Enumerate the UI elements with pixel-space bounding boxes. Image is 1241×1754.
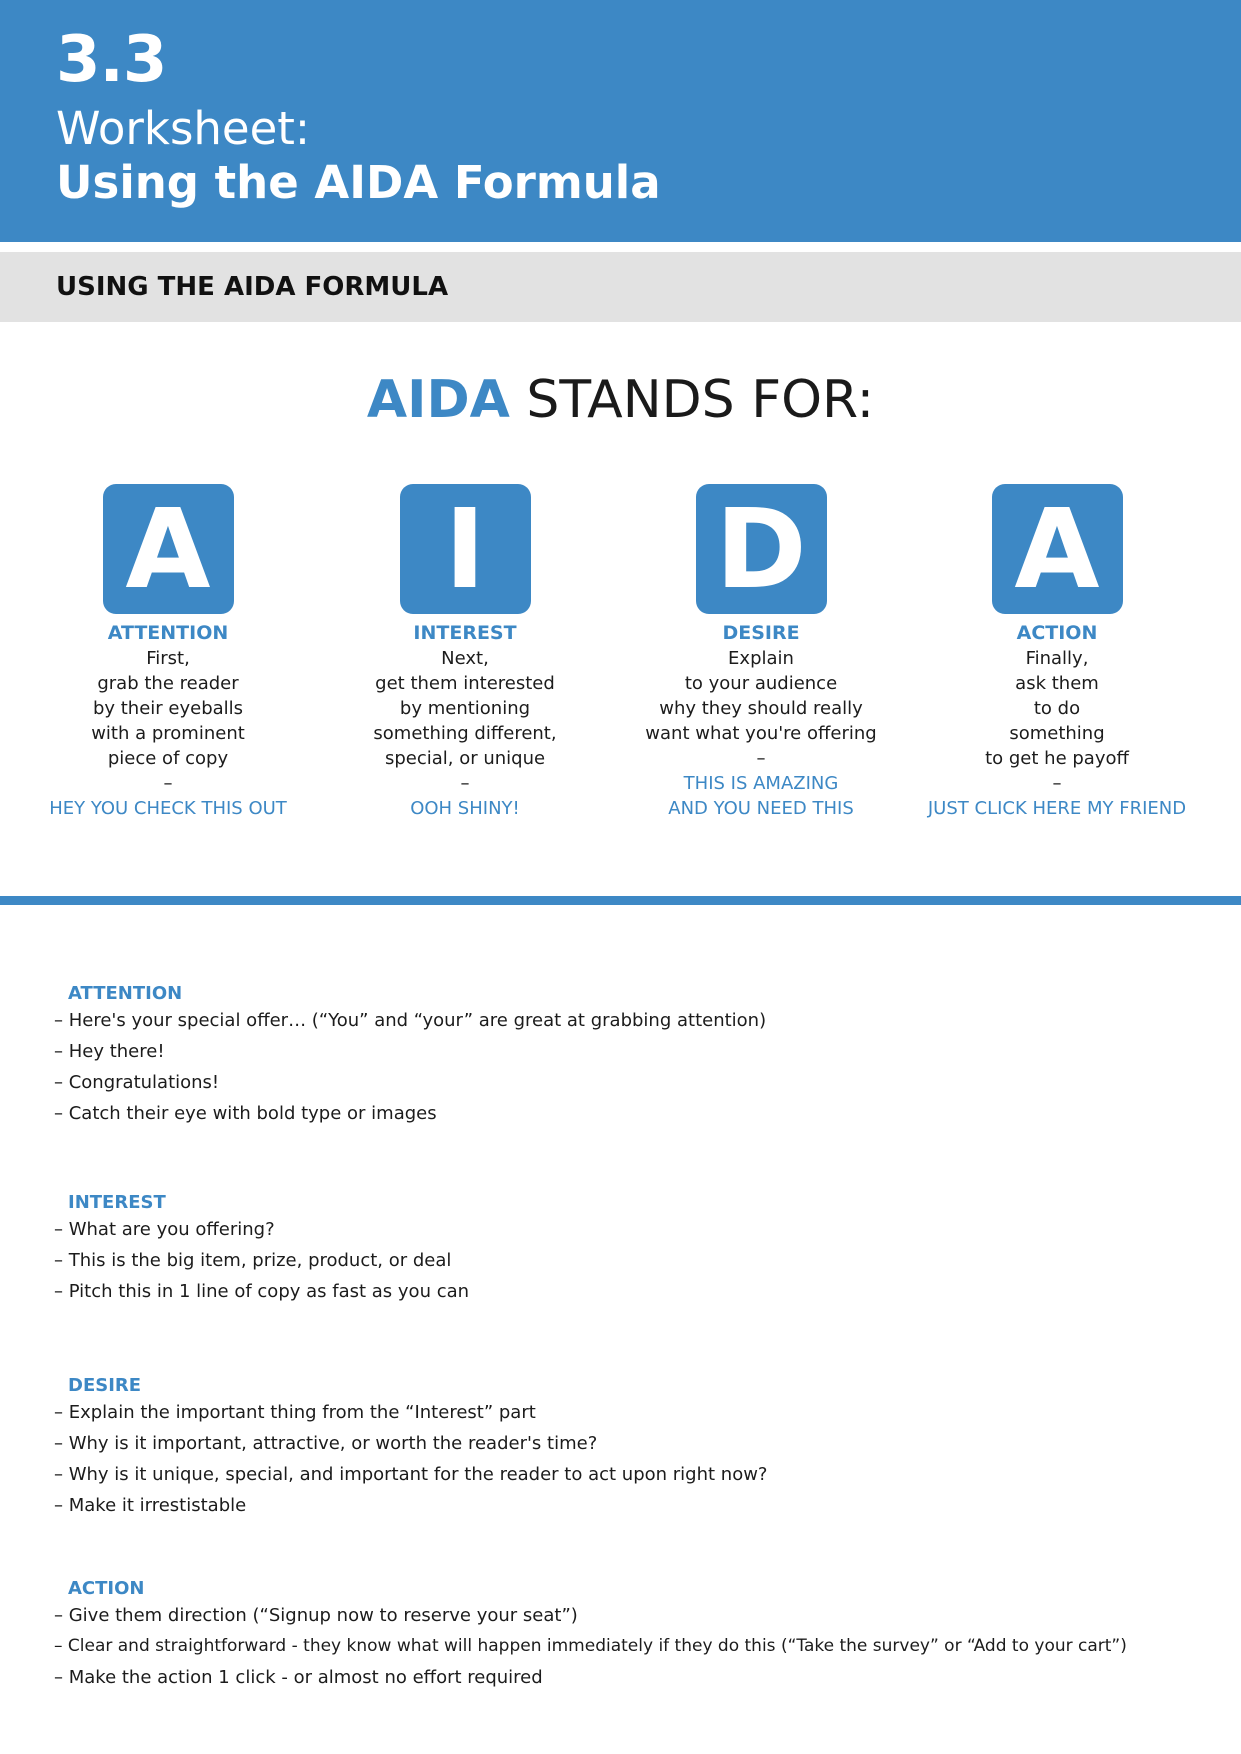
worksheet-title: Using the AIDA Formula [56,156,661,209]
section-band-label: USING THE AIDA FORMULA [56,272,449,302]
column-description [320,646,610,796]
letter-tile-i: I [400,484,531,614]
column-tagline-line: THIS IS AMAZING [683,773,839,794]
column-name: INTEREST [413,622,517,644]
list-item: – This is the big item, prize, product, or deal [54,1250,452,1271]
list-item: – Congratulations! [54,1072,220,1093]
detail-section-action [54,1578,1234,1693]
column-description [616,646,906,771]
letter-tile-a: A [103,484,234,614]
list-item: – Explain the important thing from the “Interest” part [54,1402,536,1423]
column-line: to get he payoff [985,748,1129,769]
list-item: – Here's your special offer… (“You” and “your” are great at grabbing attention) [54,1010,767,1031]
column-line: – [460,773,470,794]
aida-acronym: AIDA [366,370,510,430]
column-line: get them interested [375,673,555,694]
column-line: want what you're offering [645,723,877,744]
detail-section-heading: DESIRE [68,1375,142,1396]
column-line: Finally, [1025,648,1089,669]
column-tagline [912,796,1202,821]
column-tagline [23,796,313,821]
stands-for-text: STANDS FOR: [509,370,875,430]
worksheet-number: 3.3 [56,23,167,97]
column-line: by their eyeballs [92,698,244,719]
section-band [0,252,1241,322]
list-item: – Catch their eye with bold type or images [54,1103,437,1124]
detail-section-heading: ACTION [68,1578,145,1599]
column-tagline-line: OOH SHINY! [410,798,520,819]
column-line: piece of copy [107,748,229,769]
list-item: – Why is it important, attractive, or worth the reader's time? [54,1433,598,1454]
column-line: Next, [441,648,489,669]
column-line: – [756,748,766,769]
column-line: ask them [1015,673,1099,694]
column-line: First, [146,648,190,669]
column-tagline-line: HEY YOU CHECK THIS OUT [49,798,287,819]
column-tagline [616,771,906,821]
list-item: – Pitch this in 1 line of copy as fast as you can [54,1281,470,1302]
column-line: Explain [728,648,794,669]
aida-column-desire [616,484,906,821]
column-line: by mentioning [399,698,531,719]
list-item: – Give them direction (“Signup now to reserve your seat”) [54,1605,578,1626]
column-tagline [320,796,610,821]
column-name: ACTION [1016,622,1098,644]
column-tagline-line: AND YOU NEED THIS [668,798,854,819]
detail-section-heading: INTEREST [68,1192,166,1213]
aida-stands-for-heading [0,370,1241,430]
detail-section-attention [54,983,1234,1129]
column-description [912,646,1202,796]
list-item: – Clear and straightforward - they know what will happen immediately if they do this (“Take the survey” or “Add to your cart”) [54,1636,1127,1656]
column-name: DESIRE [722,622,800,644]
column-line: why they should really [659,698,863,719]
list-item: – Hey there! [54,1041,165,1062]
column-line: to do [1033,698,1081,719]
aida-column-interest [320,484,610,821]
column-description [23,646,313,796]
list-item: – What are you offering? [54,1219,275,1240]
worksheet-header [0,0,1241,242]
column-line: grab the reader [97,673,239,694]
letter-tile-a2: A [992,484,1123,614]
list-item: – Make it irrestistable [54,1495,247,1516]
column-line: something [1009,723,1105,744]
worksheet-subtitle: Worksheet: [56,102,311,155]
letter-tile-d: D [696,484,827,614]
aida-column-attention [23,484,313,821]
aida-column-action [912,484,1202,821]
column-line: special, or unique [384,748,546,769]
column-line: – [1052,773,1062,794]
column-name: ATTENTION [107,622,229,644]
detail-section-heading: ATTENTION [68,983,183,1004]
column-line: with a prominent [91,723,245,744]
list-item: – Make the action 1 click - or almost no effort required [54,1667,543,1688]
column-tagline-line: JUST CLICK HERE MY FRIEND [927,798,1187,819]
column-line: to your audience [684,673,838,694]
column-line: something different, [373,723,557,744]
list-item: – Why is it unique, special, and important for the reader to act upon right now? [54,1464,768,1485]
detail-section-interest [54,1192,1234,1307]
column-line: – [163,773,173,794]
section-divider [0,896,1241,905]
detail-section-desire [54,1375,1234,1521]
